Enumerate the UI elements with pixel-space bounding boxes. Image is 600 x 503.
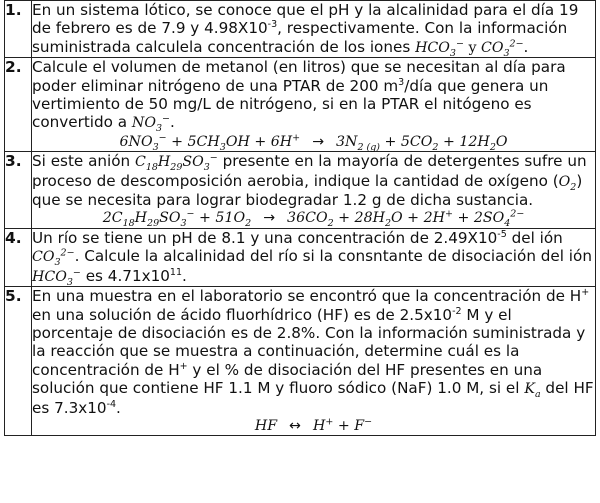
problems-table — [4, 0, 596, 436]
problem-row-4 — [5, 228, 596, 286]
problem-row-2 — [5, 58, 596, 152]
reaction-equation-5: HF ↔ H+ + F− — [254, 416, 373, 434]
problem-text-3: Si este anión $C_{18}H_{29}SO_3^-$ presente en la mayoría de detergentes sufre un proceso de descomposición aerobia, indique la cantidad de oxígeno $(O_2)$ que se necesita para lograr biodegradar 1.2 g de dicha sustancia. $2C_{18}H_{29}SO_3^- + 51O_2 \to 36CO_2 + 28H_2O + 2H^+ + 2SO_4^{2-}$ — [32, 152, 596, 229]
problem-text-2: Calcule el volumen de metanol (en litros) que se necesitan al día para poder eliminar nitrógeno de una PTAR de 200 $m^3$/día que genera un vertimiento de 50 mg/L de nitrógeno, si en la PTAR el nitógeno es convertido a $NO_3^-$. $6NO_3^- + 5CH_3OH + 6H^+ \to 3N_{2 (g)} + 5CO_2 + 12H_2O$ — [32, 58, 596, 152]
reaction-arrow-icon: → — [263, 210, 276, 227]
problem-row-1 — [5, 1, 596, 58]
problem-number-1: 1. — [5, 1, 32, 58]
problem-row-3 — [5, 152, 596, 229]
problem-number-2: 2. — [5, 58, 32, 152]
problem-text-5: En una muestra en el laboratorio se encontró que la concentración de H+ en una solución de ácido fluorhídrico (HF) es de $2.5x10^{-2}$ M y el porcentaje de disociación es de 2.8%. Con la información suministrada y la reacción que se muestra a continuación, determine cuál es la concentración de H+ y el % de disociación del HF presentes en una solución que contiene HF 1.1 M y fluoro sódico (NaF) 1.0 M, si el $K_a$ del HF es $7.3x10^{-4}$. HF ↔ H+ + F− — [32, 287, 594, 434]
problem-number-3: 3. — [5, 152, 32, 229]
reaction-arrow-icon: → — [312, 133, 324, 150]
problem-number-4: 4. — [5, 228, 32, 286]
problem-number-5: 5. — [5, 287, 32, 436]
equilibrium-arrow-icon: ↔ — [289, 417, 301, 434]
problem-row-5 — [5, 287, 596, 436]
problem-text-4: Un río se tiene un pH de 8.1 y una concentración de $2.49X10^{-5}$ del ión $CO_3^{2-}$. Calcule la alcalinidad del río si la consntante de disociación del ión $HCO_3^-$ es $4.71x10^{11}$. — [32, 228, 596, 286]
reaction-equation-2: $6NO_3^- + 5CH_3OH + 6H^+ \to 3N_{2 (g)} + 5CO_2 + 12H_2O$ — [119, 132, 508, 153]
reaction-equation-3: $2C_{18}H_{29}SO_3^- + 51O_2 \to 36CO_2 + 28H_2O + 2H^+ + 2SO_4^{2-}$ — [102, 208, 525, 230]
problem-text-1: En un sistema lótico, se conoce que el pH y la alcalinidad para el día 19 de febrero es de 7.9 y $4.98X10^{-3}$, respectivamente. Con la información suministrada calculela concentración de los iones $HCO_3^-$ y $CO_3^{2-}$. — [32, 1, 596, 58]
